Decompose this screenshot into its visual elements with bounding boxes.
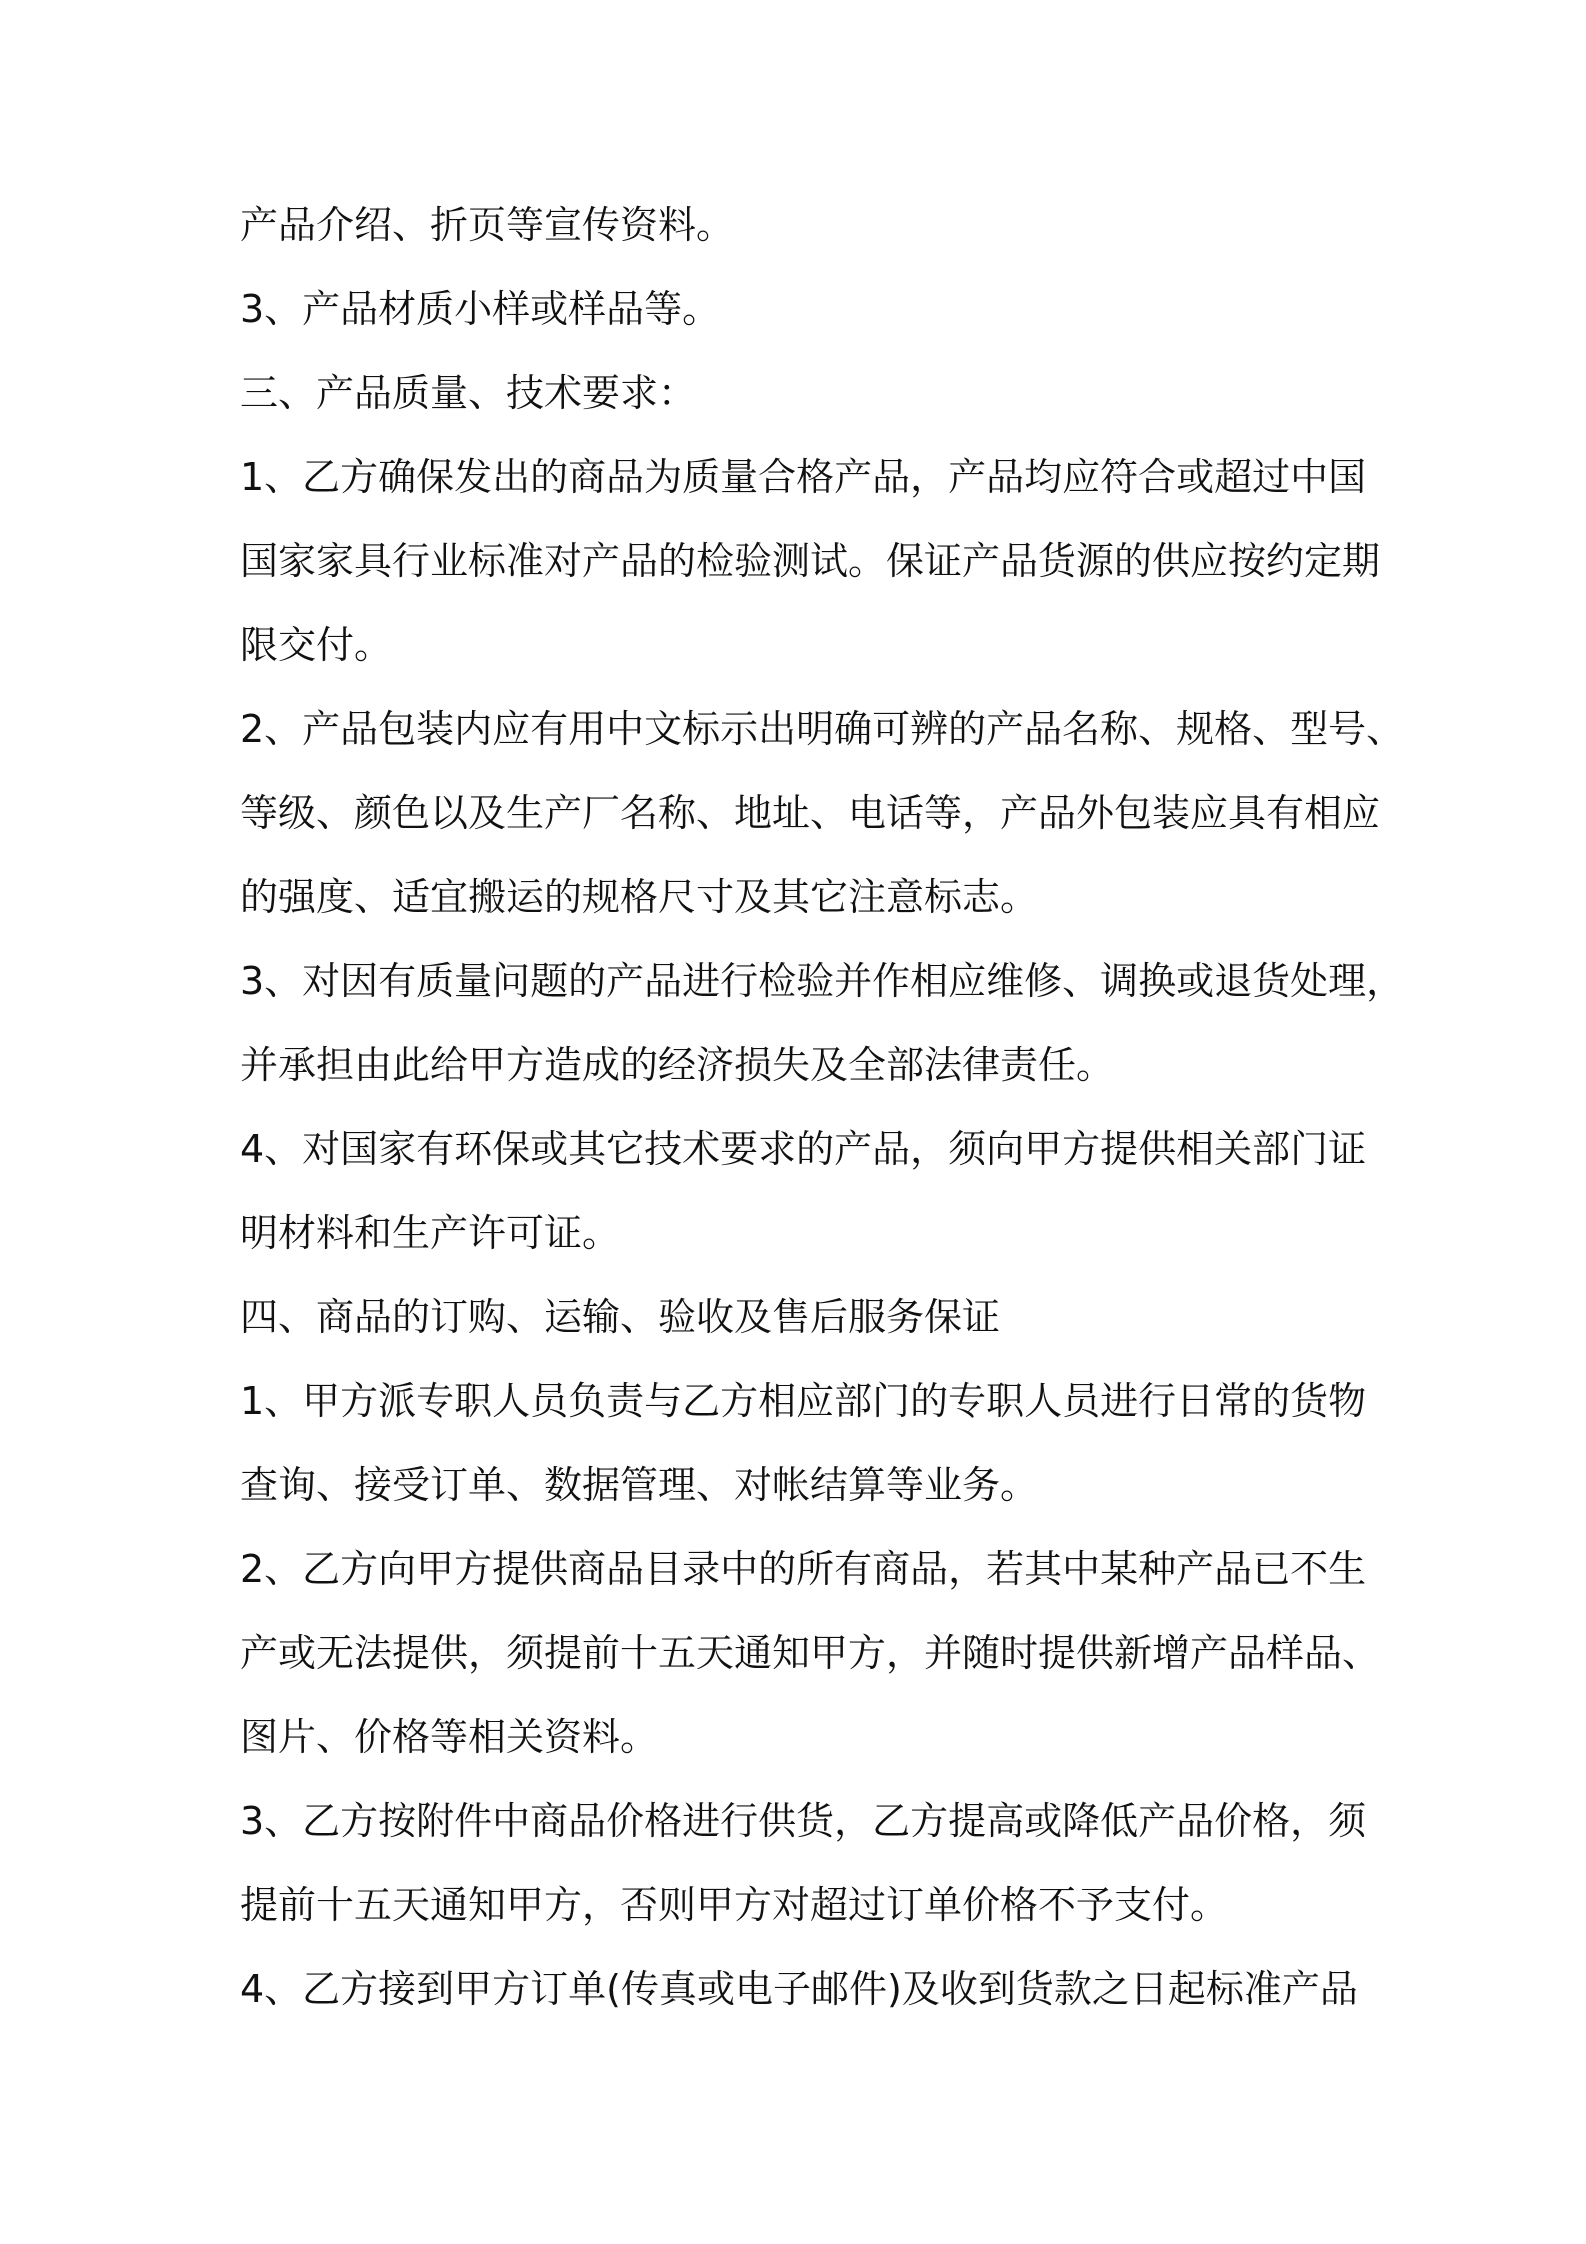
section-heading-quality: 三、产品质量、技术要求： — [240, 371, 697, 415]
text-line: 明材料和生产许可证。 — [240, 1211, 621, 1255]
text-line: 1、乙方确保发出的商品为质量合格产品，产品均应符合或超过中国 — [240, 455, 1367, 499]
text-line: 限交付。 — [240, 623, 393, 667]
section-heading-ordering: 四、商品的订购、运输、验收及售后服务保证 — [240, 1295, 1001, 1339]
text-line: 并承担由此给甲方造成的经济损失及全部法律责任。 — [240, 1043, 1115, 1087]
text-line: 4、乙方接到甲方订单(传真或电子邮件)及收到货款之日起标准产品 — [240, 1967, 1358, 2011]
text-line: 4、对国家有环保或其它技术要求的产品，须向甲方提供相关部门证 — [240, 1127, 1367, 1171]
text-line: 国家家具行业标准对产品的检验测试。保证产品货源的供应按约定期 — [240, 539, 1381, 583]
text-line: 3、乙方按附件中商品价格进行供货，乙方提高或降低产品价格，须 — [240, 1799, 1367, 1843]
text-line: 1、甲方派专职人员负责与乙方相应部门的专职人员进行日常的货物 — [240, 1379, 1367, 1423]
text-line: 2、产品包装内应有用中文标示出明确可辨的产品名称、规格、型号、 — [240, 707, 1405, 751]
text-line: 图片、价格等相关资料。 — [240, 1715, 659, 1759]
text-line: 产或无法提供，须提前十五天通知甲方，并随时提供新增产品样品、 — [240, 1631, 1381, 1675]
text-line: 的强度、适宜搬运的规格尺寸及其它注意标志。 — [240, 875, 1039, 919]
text-line: 提前十五天通知甲方，否则甲方对超过订单价格不予支付。 — [240, 1883, 1229, 1927]
text-line: 2、乙方向甲方提供商品目录中的所有商品，若其中某种产品已不生 — [240, 1547, 1367, 1591]
text-line: 3、对因有质量问题的产品进行检验并作相应维修、调换或退货处理， — [240, 959, 1405, 1003]
text-line: 产品介绍、折页等宣传资料。 — [240, 203, 735, 247]
list-item-material-samples: 3、产品材质小样或样品等。 — [240, 287, 721, 331]
text-line: 查询、接受订单、数据管理、对帐结算等业务。 — [240, 1463, 1039, 1507]
text-line: 等级、颜色以及生产厂名称、地址、电话等，产品外包装应具有相应 — [240, 791, 1381, 835]
